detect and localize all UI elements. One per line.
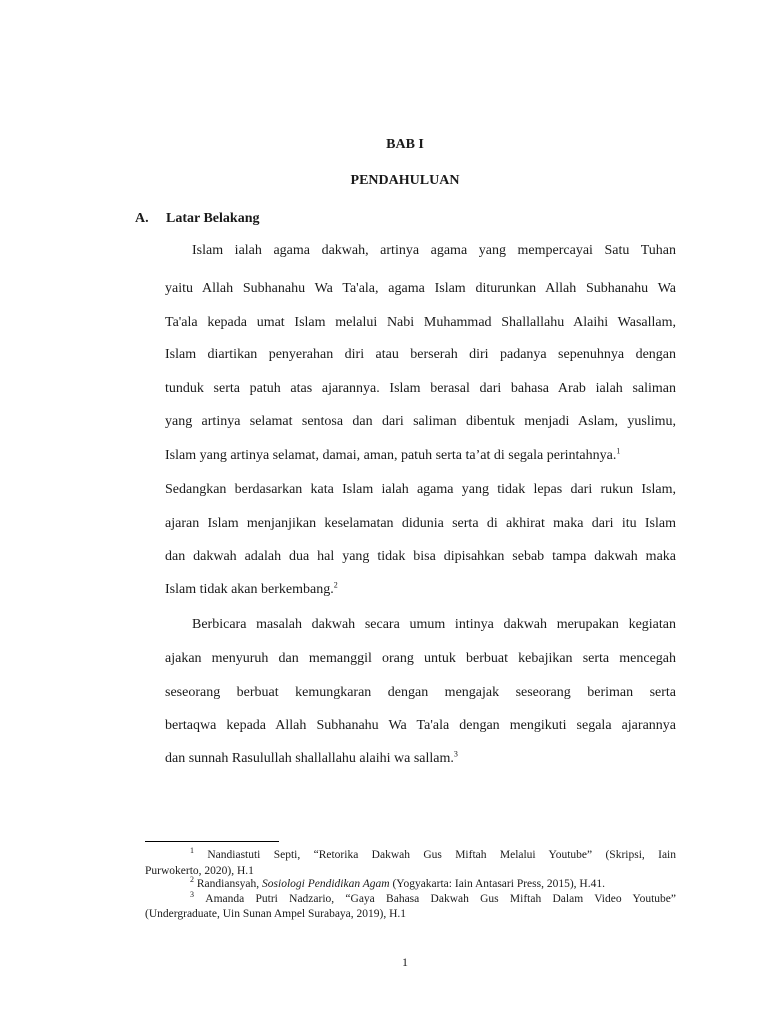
footnote-text: Amanda Putri Nadzario, “Gaya Bahasa Dakwah Gus Miftah Dalam Video Youtube”: [205, 893, 677, 905]
paragraph-line: [165, 751, 458, 767]
footnote-1: [190, 846, 676, 861]
paragraph-line: Islam diartikan penyerahan diri atau berserah diri padanya sepenuhnya dengan: [165, 347, 676, 362]
footnote-2: [190, 875, 605, 890]
paragraph-line: tunduk serta patuh atas ajarannya. Islam berasal dari bahasa Arab ialah saliman: [165, 381, 676, 396]
paragraph-line: [165, 448, 620, 464]
paragraph-line-text: dan sunnah Rasulullah shallallahu alaihi wa sallam.: [165, 751, 454, 766]
paragraph-line: [165, 582, 338, 598]
footnote-text: Nandiastuti Septi, “Retorika Dakwah Gus Miftah Melalui Youtube” (Skripsi, Iain: [207, 849, 676, 861]
footnote-author: Randiansyah,: [196, 878, 263, 890]
paragraph-line-text: Islam tidak akan berkembang.: [165, 582, 334, 597]
paragraph-line: Ta'ala kepada umat Islam melalui Nabi Muhammad Shallallahu Alaihi Wasallam,: [165, 315, 676, 330]
footnote-number: 3: [190, 890, 194, 900]
footnote-number: 1: [190, 846, 194, 856]
paragraph-line: Sedangkan berdasarkan kata Islam ialah agama yang tidak lepas dari rukun Islam,: [165, 482, 676, 497]
paragraph-line: Berbicara masalah dakwah secara umum intinya dakwah merupakan kegiatan: [192, 617, 676, 632]
footnote-publication: (Yogyakarta: Iain Antasari Press, 2015), H.41.: [389, 878, 605, 890]
footnote-3: [190, 890, 677, 905]
footnote-ref: 1: [616, 446, 621, 456]
chapter-title: PENDAHULUAN: [350, 173, 460, 188]
paragraph-line: yaitu Allah Subhanahu Wa Ta'ala, agama Islam diturunkan Allah Subhanahu Wa: [165, 281, 676, 296]
page-number: 1: [402, 955, 408, 969]
footnote-ref: 3: [453, 749, 458, 759]
paragraph-line: Islam ialah agama dakwah, artinya agama yang mempercayai Satu Tuhan: [192, 243, 676, 258]
paragraph-line: seseorang berbuat kemungkaran dengan mengajak seseorang beriman serta: [165, 685, 676, 700]
footnote-book-title: Sosiologi Pendidikan Agam: [262, 878, 390, 890]
footnote-ref: 2: [333, 580, 338, 590]
footnote-number: 2: [190, 875, 194, 885]
section-heading: [135, 211, 259, 227]
paragraph-line: ajaran Islam menjanjikan keselamatan didunia serta di akhirat maka dari itu Islam: [165, 516, 676, 531]
section-title: Latar Belakang: [166, 211, 260, 226]
chapter-number: BAB I: [386, 137, 424, 152]
paragraph-line: yang artinya selamat sentosa dan dari saliman dibentuk menjadi Aslam, yuslimu,: [165, 414, 676, 429]
footnote-3-continued: (Undergraduate, Uin Sunan Ampel Surabaya, 2019), H.1: [145, 908, 407, 920]
footnote-separator: [145, 841, 279, 842]
paragraph-line-text: Islam yang artinya selamat, damai, aman, patuh serta ta’at di segala perintahnya.: [165, 448, 617, 463]
section-letter: A.: [135, 211, 149, 226]
paragraph-line: dan dakwah adalah dua hal yang tidak bisa dipisahkan sebab tampa dakwah maka: [165, 549, 676, 564]
paragraph-line: ajakan menyuruh dan memanggil orang untuk berbuat kebajikan serta mencegah: [165, 651, 676, 666]
paragraph-line: bertaqwa kepada Allah Subhanahu Wa Ta'ala dengan mengikuti segala ajarannya: [165, 718, 676, 733]
footnote-1-continued: Purwokerto, 2020), H.1: [145, 865, 254, 877]
